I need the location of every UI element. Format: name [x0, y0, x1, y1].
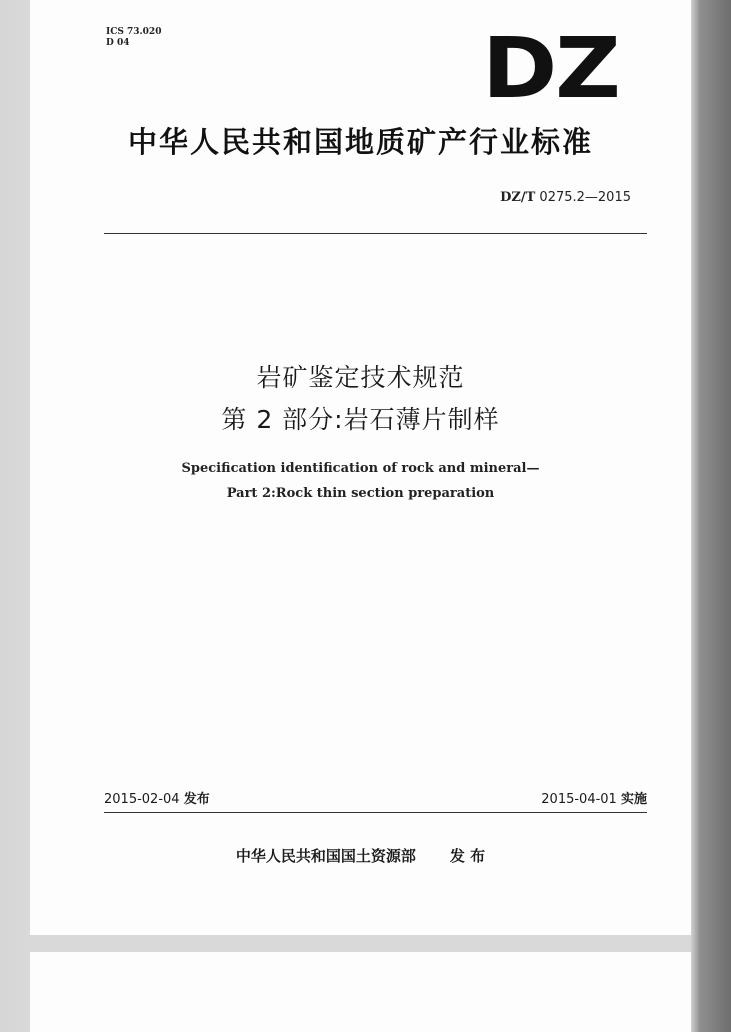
chinese-title-line1: 岩矿鉴定技术规范: [256, 363, 465, 392]
publish-date-label: 发布: [183, 792, 210, 807]
publish-date-value: 2015-02-04: [104, 792, 180, 807]
issuer-name: 中华人民共和国国土资源部: [235, 847, 416, 865]
publish-date: [104, 792, 210, 808]
ccs-code: D 04: [106, 38, 130, 48]
bottom-divider: [104, 812, 647, 813]
effective-date: [541, 792, 647, 808]
standard-number: [500, 190, 631, 206]
effective-date-value: 2015-04-01: [541, 792, 617, 807]
top-divider: [104, 233, 647, 234]
english-title-line1: Specification identification of rock and mineral—: [181, 461, 540, 476]
issuer: [30, 846, 691, 866]
issuer-action: 发 布: [449, 847, 486, 865]
document-page: [30, 0, 691, 935]
next-page: [30, 952, 691, 1032]
standard-prefix: DZ/T: [500, 190, 536, 205]
english-title-line2: Part 2:Rock thin section preparation: [226, 486, 495, 501]
standard-code: 0275.2—2015: [539, 190, 631, 205]
chinese-title-line2: 第 2 部分:岩石薄片制样: [221, 405, 500, 434]
standard-category-title: 中华人民共和国地质矿产行业标准: [127, 125, 593, 159]
classification-codes: [106, 27, 161, 49]
effective-date-label: 实施: [620, 792, 647, 807]
ics-code: ICS 73.020: [106, 27, 162, 37]
dz-logo: DZ: [482, 19, 619, 117]
